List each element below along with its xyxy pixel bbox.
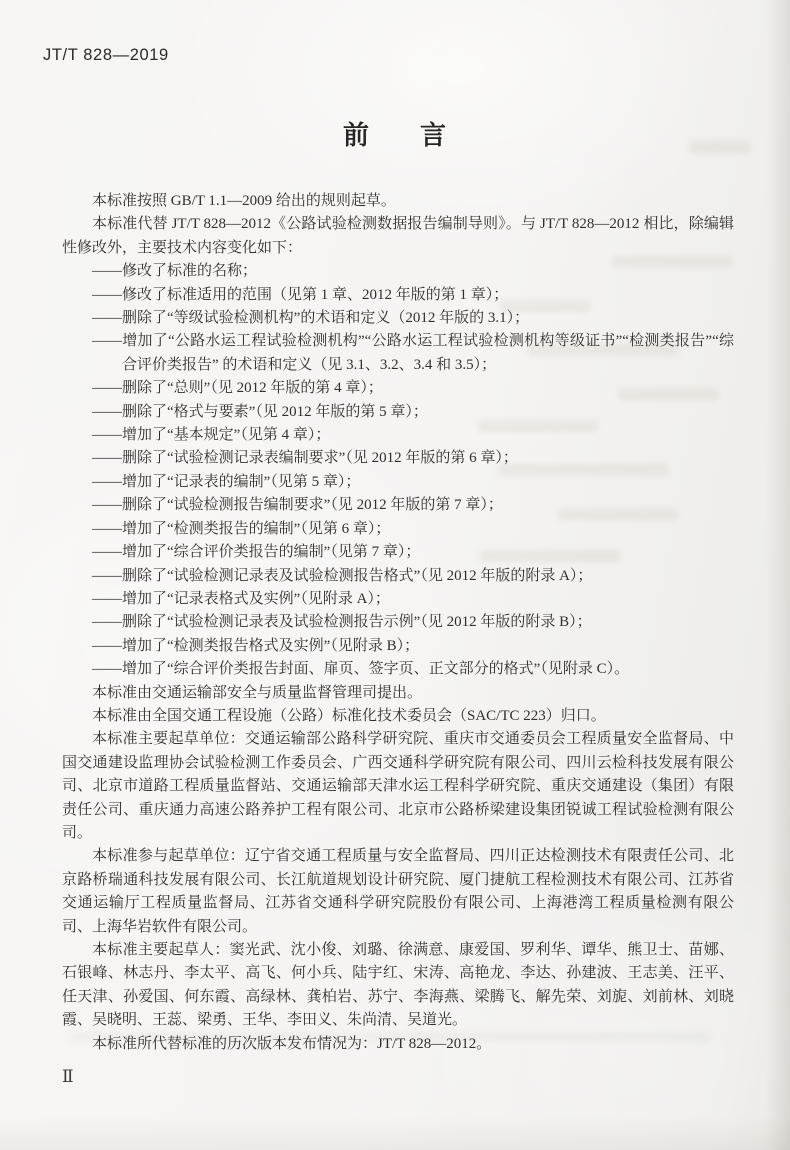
paragraph: 本标准主要起草单位：交通运输部公路科学研究院、重庆市交通委员会工程质量安全监督局、中国交通建设监理协会试验检测工作委员会、广西交通科学研究院有限公司、四川云检科技发展有限公司、北京市道路工程质量监督站、交通运输部天津水运工程科学研究院、重庆交通建设（集团）有限责任公司、重庆通力高速公路养护工程有限公司、北京市公路桥梁建设集团锐诚工程试验检测有限公司。 — [62, 731, 734, 841]
page-title-char-1: 前 — [342, 120, 370, 150]
page-edge-shadow — [766, 0, 790, 1150]
change-list-item: ——删除了“等级试验检测机构”的术语和定义（2012 年版的 3.1）； — [92, 310, 530, 327]
paragraph: 本标准由交通运输部安全与质量监督管理司提出。 — [92, 684, 423, 701]
change-list-item: ——增加了“检测类报告的编制”（见第 6 章）； — [92, 520, 391, 537]
change-list-item: ——增加了“综合评价类报告的编制”（见第 7 章）； — [92, 544, 421, 561]
paragraph: 本标准按照 GB/T 1.1—2009 给出的规则起草。 — [92, 193, 396, 209]
change-list-item: ——删除了“试验检测记录表及试验检测报告格式”（见 2012 年版的附录 A）； — [92, 567, 593, 584]
change-list-item: ——增加了“检测类报告格式及实例”（见附录 B）； — [92, 637, 420, 654]
page-title — [0, 115, 790, 152]
paragraph: 本标准所代替标准的历次版本发布情况为：JT/T 828—2012。 — [92, 1035, 492, 1052]
change-list-item: ——增加了“记录表的编制”（见第 5 章）； — [92, 473, 361, 490]
paragraph: 本标准由全国交通工程设施（公路）标准化技术委员会（SAC/TC 223）归口。 — [92, 707, 606, 724]
change-list-item: ——删除了“总则”（见 2012 年版的第 4 章）； — [92, 380, 383, 397]
change-list-item: ——修改了标准的名称； — [92, 263, 258, 280]
change-list-item: ——修改了标准适用的范围（见第 1 章、2012 年版的第 1 章）； — [92, 286, 509, 303]
paragraph: 本标准参与起草单位：辽宁省交通工程质量与安全监督局、四川正达检测技术有限责任公司、北京路桥瑞通科技发展有限公司、长江航道规划设计研究院、厦门捷航工程检测技术有限公司、江苏省交通运输厅工程质量监督局、江苏省交通科学研究院股份有限公司、上海港湾工程质量检测有限公司、上海华岩软件有限公司。 — [62, 848, 734, 935]
page-number: Ⅱ — [62, 1067, 75, 1086]
standard-number: JT/T 828—2019 — [43, 46, 169, 64]
change-list-item: ——增加了“综合评价类报告封面、扉页、签字页、正文部分的格式”（见附录 C）。 — [92, 661, 630, 678]
change-list-item: ——删除了“试验检测报告编制要求”（见 2012 年版的第 7 章）； — [92, 497, 503, 514]
change-list-item: ——增加了“基本规定”（见第 4 章）； — [92, 427, 331, 444]
change-list-item: ——删除了“试验检测记录表编制要求”（见 2012 年版的第 6 章）； — [92, 450, 518, 467]
change-list-item: ——删除了“试验检测记录表及试验检测报告示例”（见 2012 年版的附录 B）； — [92, 614, 592, 631]
page-title-char-2: 言 — [420, 120, 448, 150]
paragraph: 本标准代替 JT/T 828—2012《公路试验检测数据报告编制导则》。与 JT/T 828—2012 相比，除编辑性修改外，主要技术内容变化如下： — [62, 216, 734, 256]
paragraph: 本标准主要起草人：窦光武、沈小俊、刘璐、徐满意、康爱国、罗利华、谭华、熊卫士、苗娜、石银峰、林志丹、李太平、高飞、何小兵、陆宇红、宋涛、高艳龙、李达、孙建波、王志美、汪平、任天津、孙爱国、何东霞、高绿林、龚柏岩、苏宁、李海燕、梁腾飞、解先荣、刘旎、刘前林、刘晓霞、吴晓明、王蕊、梁勇、王华、李田义、朱尚清、吴道光。 — [62, 942, 734, 1029]
change-list-item: ——增加了“记录表格式及实例”（见附录 A）； — [92, 590, 390, 607]
change-list-item: ——删除了“格式与要素”（见 2012 年版的第 5 章）； — [92, 403, 428, 420]
page-bottom-shadow — [0, 1116, 790, 1150]
document-body — [62, 190, 734, 1056]
change-list-item: ——增加了“公路水运工程试验检测机构”“公路水运工程试验检测机构等级证书”“检测类报告”“综合评价类报告” 的术语和定义（见 3.1、3.2、3.4 和 3.5）； — [92, 333, 734, 373]
